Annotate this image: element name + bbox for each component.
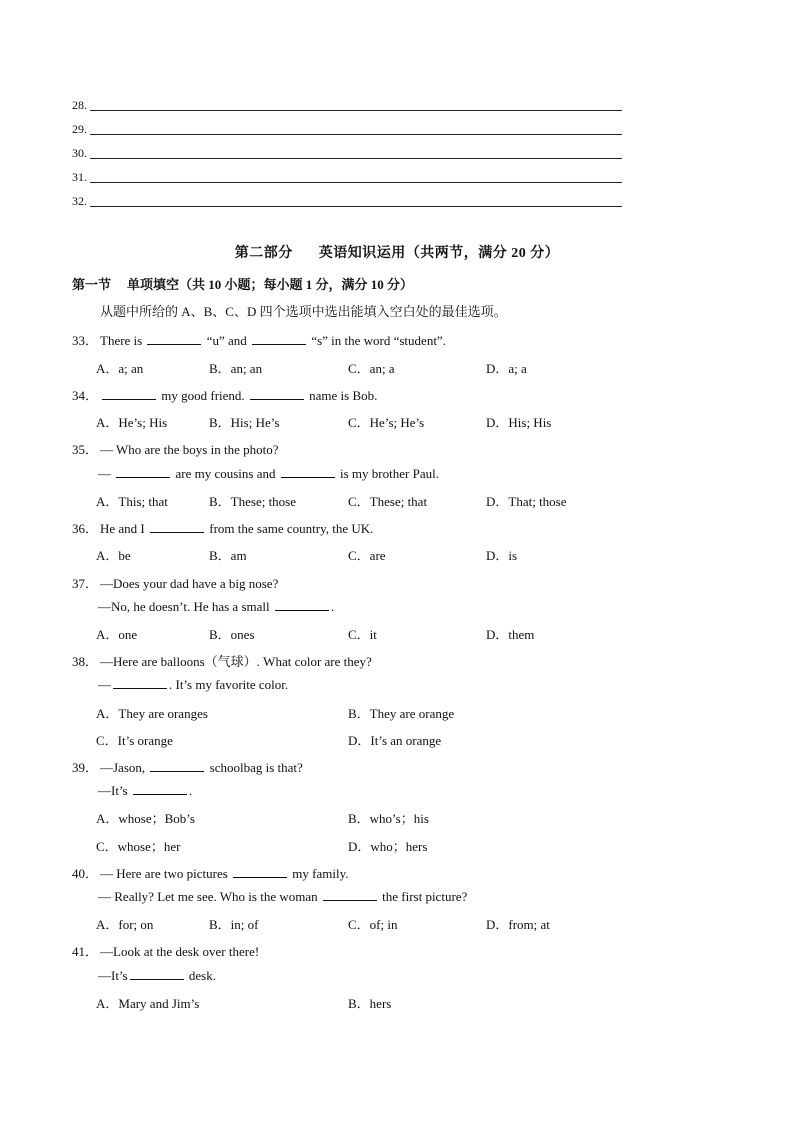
question-text: the first picture? [382,889,468,904]
option-a[interactable]: A．whose；Bob’s [96,811,195,826]
subsection-title [72,274,413,293]
option-a[interactable]: A．one [96,627,138,642]
instruction-text: 从题中所给的 A、B、C、D 四个选项中选出能填入空白处的最佳选项。 [100,304,507,319]
question-text: —Does your dad have a big nose? [100,576,279,591]
question-text: — Really? Let me see. Who is the woman [98,889,318,904]
option-d[interactable]: D．His; His [486,415,552,430]
option-c[interactable]: C．are [348,548,386,563]
option-b[interactable]: B．These; those [209,494,297,509]
writing-rule [90,134,622,135]
option-a[interactable]: A．Mary and Jim’s [96,996,200,1011]
option-b[interactable]: B．ones [209,627,255,642]
option-c[interactable]: C．These; that [348,494,428,509]
question-text: —It’s [98,783,128,798]
question-text: —It’s [98,968,128,983]
option-b[interactable]: B．They are orange [348,706,455,721]
question-text: —Jason, [100,760,146,775]
option-b[interactable]: B．in; of [209,917,259,932]
option-b[interactable]: B．an; an [209,361,263,376]
answer-line-number: 31. [72,170,87,184]
question-33 [72,330,446,349]
answer-line-number: 30. [72,146,87,160]
question-36 [72,518,373,537]
option-d[interactable]: D．That; those [486,494,567,509]
question-text: my good friend. [161,388,245,403]
answer-blank[interactable] [281,467,335,478]
question-text: is my brother Paul. [340,466,439,481]
question-number: 35． [72,442,99,457]
question-text: name is Bob. [309,388,378,403]
answer-line-number: 29. [72,122,87,136]
answer-blank[interactable] [252,334,306,345]
option-c[interactable]: C．He’s; He’s [348,415,425,430]
option-d[interactable]: D．It’s an orange [348,733,442,748]
option-b[interactable]: B．who’s；his [348,811,429,826]
question-number: 33． [72,333,99,348]
option-b[interactable]: B．hers [348,996,392,1011]
question-text: “u” and [206,333,247,348]
answer-line-29[interactable] [72,118,622,136]
question-number: 39． [72,760,99,775]
writing-rule [90,182,622,183]
answer-blank[interactable] [150,522,204,533]
question-number: 41． [72,944,99,959]
section-heading: 英语知识运用（共两节，满分 20 分） [318,246,560,261]
option-a[interactable]: A．for; on [96,917,154,932]
question-text: . It’s my favorite color. [169,677,289,692]
answer-blank[interactable] [113,678,167,689]
question-40 [72,863,348,882]
option-a[interactable]: A．a; an [96,361,144,376]
question-text: desk. [188,968,216,983]
answer-blank[interactable] [133,784,187,795]
answer-line-28[interactable] [72,94,622,112]
option-d[interactable]: D．them [486,627,535,642]
answer-blank[interactable] [102,389,156,400]
question-40-response [98,889,467,905]
option-b[interactable]: B．am [209,548,247,563]
question-text: —Here are balloons（气球）. What color are they? [100,654,372,669]
question-text: —Look at the desk over there! [100,944,260,959]
section-part: 第二部分 [234,246,293,261]
question-35 [72,439,278,458]
answer-blank[interactable] [116,467,170,478]
answer-blank[interactable] [250,389,304,400]
question-41 [72,941,259,960]
answer-line-31[interactable] [72,166,622,184]
question-number: 40． [72,866,99,881]
option-b[interactable]: B．His; He’s [209,415,280,430]
question-37-response [98,599,334,615]
question-text: my family. [292,866,349,881]
question-number: 36． [72,521,99,536]
answer-blank[interactable] [147,334,201,345]
answer-line-number: 32. [72,194,87,208]
question-38 [72,651,372,670]
question-text: — Who are the boys in the photo? [100,442,279,457]
option-a[interactable]: A．This; that [96,494,168,509]
question-text: . [188,783,193,798]
question-number: 38． [72,654,99,669]
question-34 [72,385,377,404]
option-a[interactable]: A．He’s; His [96,415,168,430]
option-c[interactable]: C．of; in [348,917,398,932]
question-text: He and I [100,521,145,536]
question-text: schoolbag is that? [209,760,303,775]
writing-rule [90,206,622,207]
question-text: There is [100,333,143,348]
answer-line-number: 28. [72,98,87,112]
option-d[interactable]: D．from; at [486,917,550,932]
answer-blank[interactable] [233,867,287,878]
writing-rule [90,158,622,159]
question-number: 37． [72,576,99,591]
question-text: — Here are two pictures [100,866,228,881]
subsection-heading: 单项填空（共 10 小题；每小题 1 分，满分 10 分） [127,277,414,292]
question-text: — [98,466,111,481]
option-c[interactable]: C．It’s orange [96,733,173,748]
question-text: . [330,599,335,614]
answer-blank[interactable] [130,969,184,980]
question-text: are my cousins and [175,466,276,481]
question-text: — [98,677,111,692]
question-38-response [98,677,288,693]
writing-rule [90,110,622,111]
question-39 [72,757,303,776]
option-c[interactable]: C．whose；her [96,839,181,854]
question-35-response [98,466,439,482]
option-c[interactable]: C．an; a [348,361,395,376]
option-d[interactable]: D．who；hers [348,839,428,854]
question-41-response [98,968,216,984]
question-text: —No, he doesn’t. He has a small [98,599,270,614]
option-a[interactable]: A．be [96,548,131,563]
question-37 [72,573,278,592]
option-d[interactable]: D．a; a [486,361,527,376]
option-a[interactable]: A．They are oranges [96,706,208,721]
answer-blank[interactable] [275,600,329,611]
question-text: from the same country, the UK. [209,521,374,536]
question-number: 34． [72,388,99,403]
option-c[interactable]: C．it [348,627,377,642]
answer-blank[interactable] [323,890,377,901]
answer-line-32[interactable] [72,190,622,208]
question-text: “s” in the word “student”. [311,333,446,348]
subsection-label: 第一节 [72,277,112,292]
question-39-response [98,783,192,799]
option-d[interactable]: D．is [486,548,518,563]
answer-line-30[interactable] [72,142,622,160]
section-title [72,242,722,262]
answer-blank[interactable] [150,761,204,772]
